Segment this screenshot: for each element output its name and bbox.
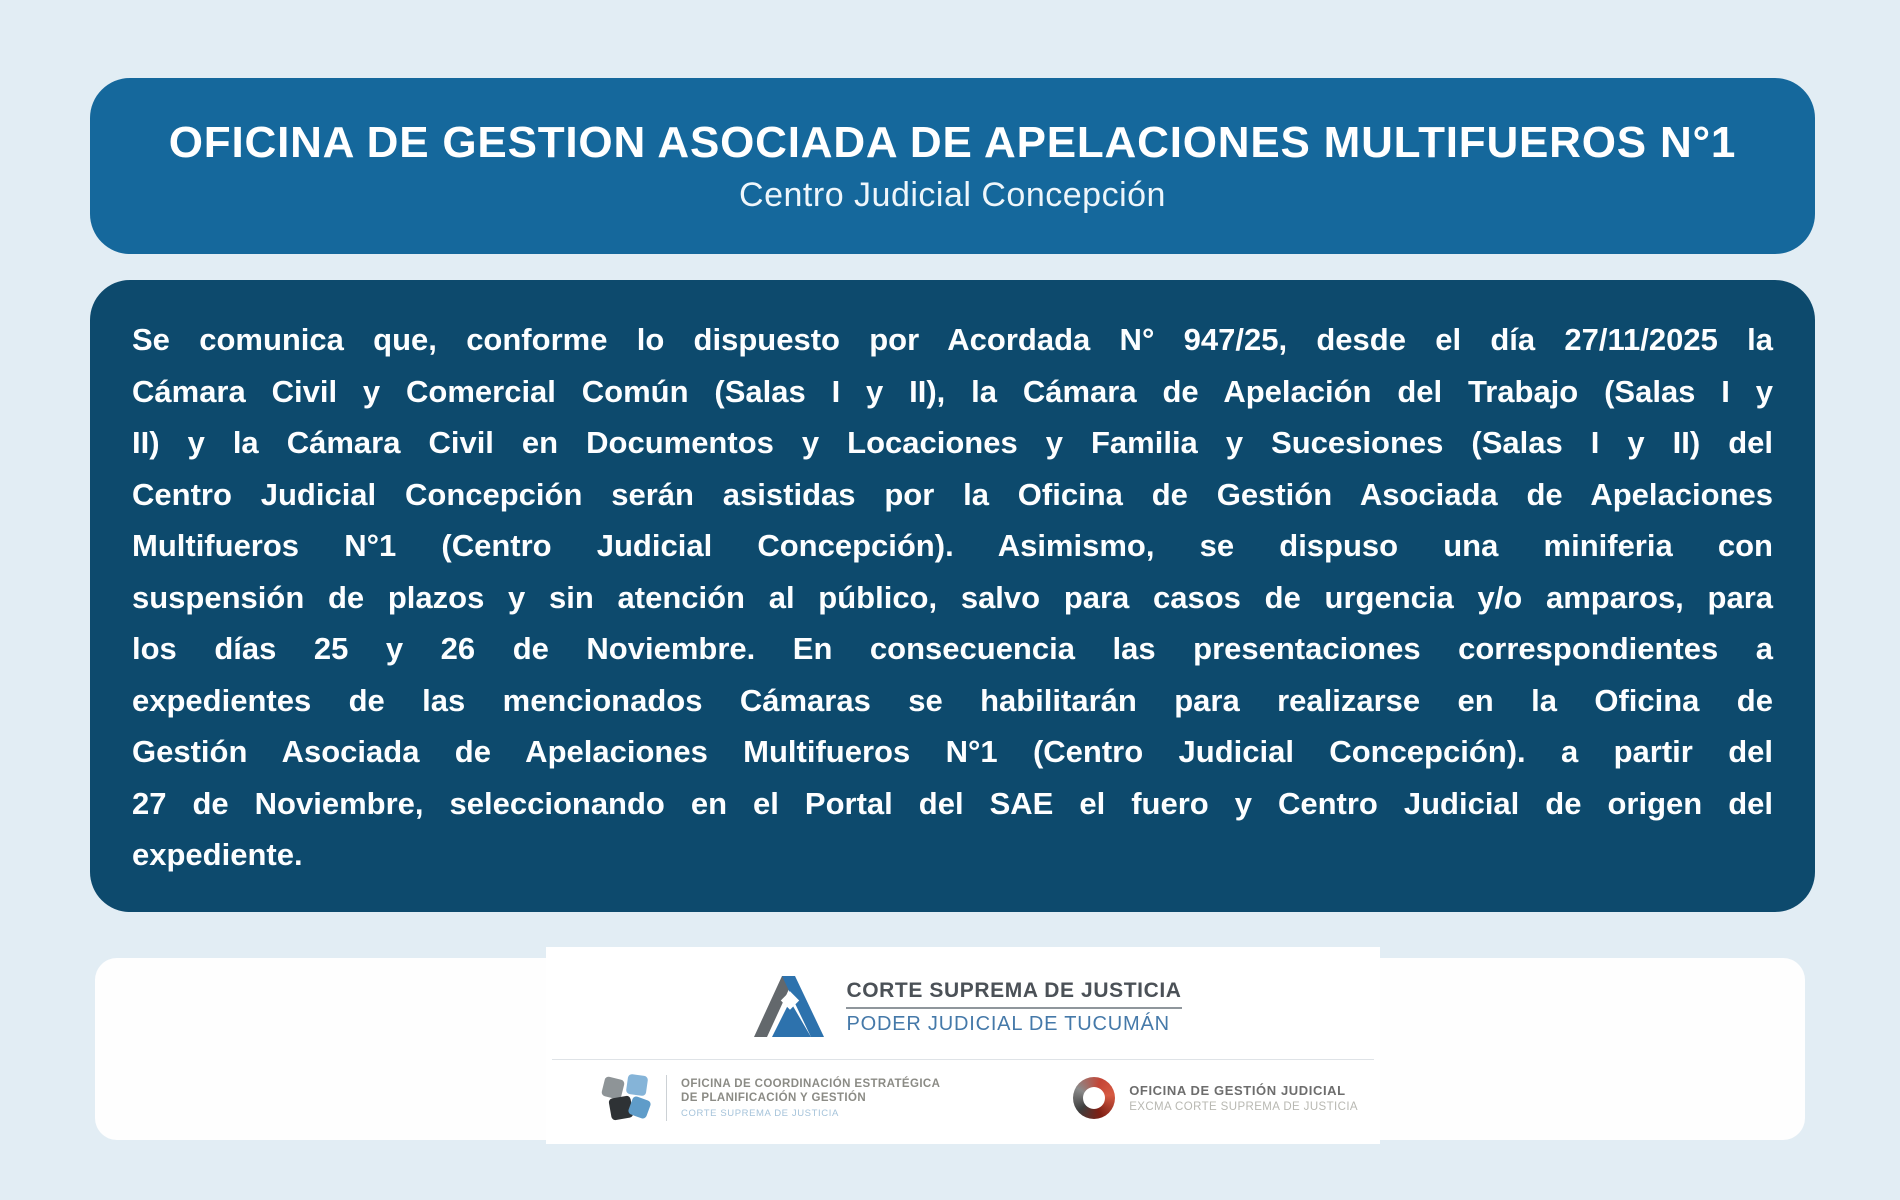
page-title: OFICINA DE GESTION ASOCIADA DE APELACIONES MULTIFUEROS N°1	[168, 117, 1737, 167]
office-gestion-line2: EXCMA CORTE SUPREMA DE JUSTICIA	[1129, 1101, 1358, 1113]
office-gestion-text	[1129, 1083, 1358, 1113]
csj-subname: PODER JUDICIAL DE TUCUMÁN	[846, 1012, 1170, 1035]
office-coordination-line1: OFICINA DE COORDINACIÓN ESTRATÉGICA	[681, 1078, 941, 1090]
office-coordination-line2: DE PLANIFICACIÓN Y GESTIÓN	[681, 1092, 867, 1104]
csj-logo-text	[846, 979, 1181, 1036]
puzzle-logo-icon	[600, 1072, 652, 1124]
header-banner	[90, 78, 1815, 254]
notice-text-line: II) y la Cámara Civil en Documentos y Locaciones y Familia y Sucesiones (Salas I y II) del	[132, 425, 1773, 460]
notice-text-line: los días 25 y 26 de Noviembre. En consecuencia las presentaciones correspondientes a	[132, 631, 1773, 666]
csj-logo-block	[546, 975, 1380, 1039]
ring-logo-icon	[1073, 1077, 1115, 1119]
office-coordination-block	[600, 1072, 940, 1124]
notice-text-line: Multifueros N°1 (Centro Judicial Concepción). Asimismo, se dispuso una miniferia con	[132, 528, 1773, 563]
notice-text-line: 27 de Noviembre, seleccionando en el Portal del SAE el fuero y Centro Judicial de origen del	[132, 785, 1773, 821]
csj-name: CORTE SUPREMA DE JUSTICIA	[846, 979, 1181, 1009]
office-gestion-line1: OFICINA DE GESTIÓN JUDICIAL	[1129, 1083, 1346, 1098]
office-coordination-line3: CORTE SUPREMA DE JUSTICIA	[681, 1108, 839, 1119]
office-coordination-text	[681, 1077, 940, 1119]
notice-text-line: Cámara Civil y Comercial Común (Salas I y II), la Cámara de Apelación del Trabajo (Salas I y	[132, 373, 1773, 409]
notice-text-line: expediente.	[132, 837, 303, 872]
csj-triangle-logo-icon	[744, 973, 830, 1042]
footer-logo-band	[546, 947, 1380, 1144]
page-subtitle: Centro Judicial Concepción	[739, 175, 1166, 214]
office-gestion-block	[1073, 1077, 1358, 1119]
notice-text-line: Gestión Asociada de Apelaciones Multifueros N°1 (Centro Judicial Concepción). a partir del	[132, 734, 1773, 769]
notice-text-line: Se comunica que, conforme lo dispuesto por Acordada N° 947/25, desde el día 27/11/2025 la	[132, 322, 1773, 357]
notice-text-line: suspensión de plazos y sin atención al público, salvo para casos de urgencia y/o amparos, para	[132, 579, 1773, 615]
offices-row	[546, 1060, 1380, 1124]
notice-body	[90, 280, 1815, 912]
notice-text-line: Centro Judicial Concepción serán asistidas por la Oficina de Gestión Asociada de Apelaciones	[132, 476, 1773, 512]
notice-text-line: expedientes de las mencionados Cámaras se habilitarán para realizarse en la Oficina de	[132, 682, 1773, 718]
vertical-divider	[666, 1075, 667, 1121]
